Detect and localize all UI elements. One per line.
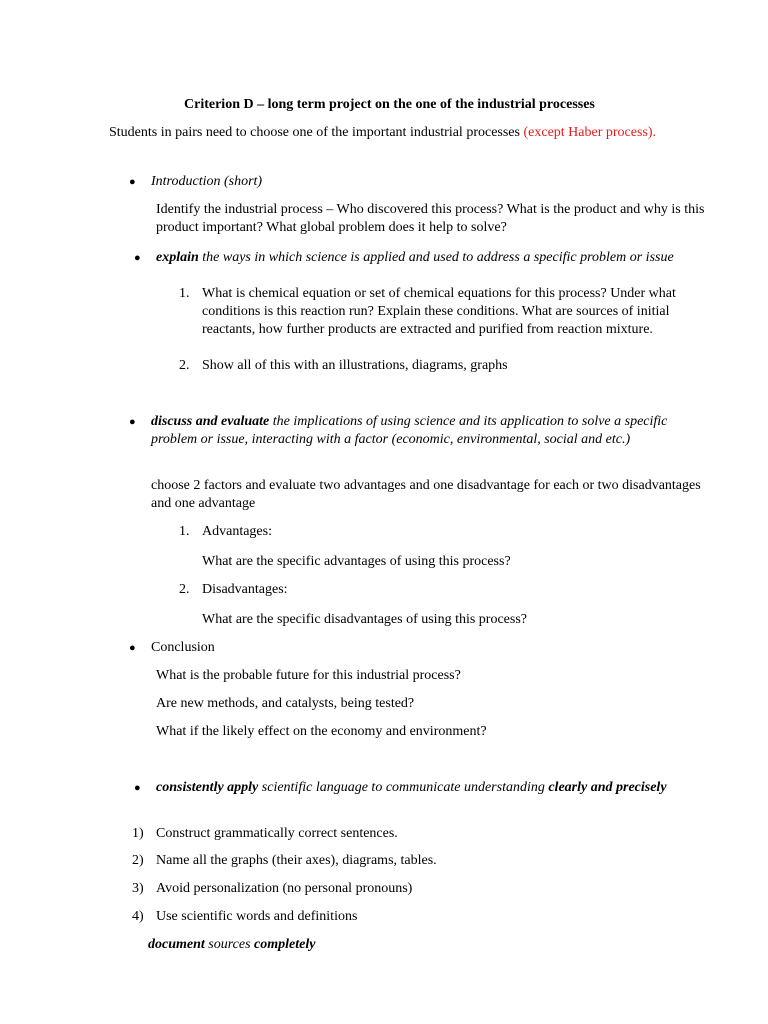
document-keyword: document: [148, 937, 205, 952]
section-conclusion-heading: Conclusion: [151, 640, 215, 655]
list-item: Use scientific words and definitions: [156, 909, 358, 924]
list-item: Construct grammatically correct sentences.: [156, 826, 398, 841]
list-item: What is chemical equation or set of chemical equations for this process? Under what conditions is this reaction run? Explain these conditions. What are sources of initial reactants, how further products are extracted and purified from reaction mixture.: [202, 286, 676, 337]
section-explain-heading: [156, 249, 701, 267]
language-mid: scientific language to communicate understanding: [258, 780, 549, 795]
document-sources-note: [148, 936, 315, 954]
list-item: What are the specific advantages of using this process?: [202, 554, 511, 569]
discuss-keyword: discuss and evaluate: [151, 414, 270, 429]
intro-text: Students in pairs need to choose one of the important industrial processes: [109, 125, 524, 140]
bullet-icon: ●: [129, 176, 136, 188]
page-title: Criterion D – long term project on the one of the industrial processes: [184, 97, 595, 112]
list-number: 2.: [179, 358, 190, 373]
list-number: 1): [132, 826, 144, 841]
bullet-icon: ●: [134, 782, 141, 794]
list-number: 1.: [179, 524, 190, 539]
language-keyword: consistently apply: [156, 780, 259, 795]
conclusion-line: What is the probable future for this industrial process?: [156, 668, 461, 683]
list-number: 3): [132, 881, 144, 896]
list-item: What are the specific disadvantages of using this process?: [202, 612, 528, 627]
document-mid: sources: [204, 937, 255, 952]
list-item: Avoid personalization (no personal pronouns): [156, 881, 413, 896]
section-introduction-heading: Introduction (short): [151, 174, 263, 189]
bullet-icon: ●: [129, 642, 136, 654]
list-item: Show all of this with an illustrations, diagrams, graphs: [202, 358, 508, 373]
discuss-rest: the implications of using science and its application to solve a specific problem or issue, interacting with a factor (economic, environmental, social and etc.): [151, 414, 668, 447]
conclusion-line: Are new methods, and catalysts, being tested?: [156, 696, 415, 711]
section-introduction-body: Identify the industrial process – Who discovered this process? What is the product and why is this product important? What global problem does it help to solve?: [156, 202, 705, 235]
list-label: Advantages:: [202, 524, 272, 539]
section-language-heading: [156, 779, 676, 797]
section-discuss-body: choose 2 factors and evaluate two advantages and one disadvantage for each or two disadvantages and one advantage: [151, 478, 701, 511]
document-tail: completely: [254, 937, 316, 952]
intro-exception: (except Haber process).: [523, 125, 657, 140]
section-discuss-heading: [151, 413, 711, 449]
language-tail: clearly and precisely: [548, 780, 667, 795]
list-number: 2): [132, 853, 144, 868]
list-number: 2.: [179, 582, 190, 597]
explain-keyword: explain: [156, 250, 199, 265]
bullet-icon: ●: [129, 416, 136, 428]
bullet-icon: ●: [134, 252, 141, 264]
list-label: Disadvantages:: [202, 582, 288, 597]
conclusion-line: What if the likely effect on the economy and environment?: [156, 724, 487, 739]
explain-rest: the ways in which science is applied and used to address a specific problem or issue: [198, 250, 674, 265]
list-item: Name all the graphs (their axes), diagrams, tables.: [156, 853, 437, 868]
list-number: 1.: [179, 286, 190, 301]
intro-paragraph: [109, 124, 689, 142]
list-number: 4): [132, 909, 144, 924]
